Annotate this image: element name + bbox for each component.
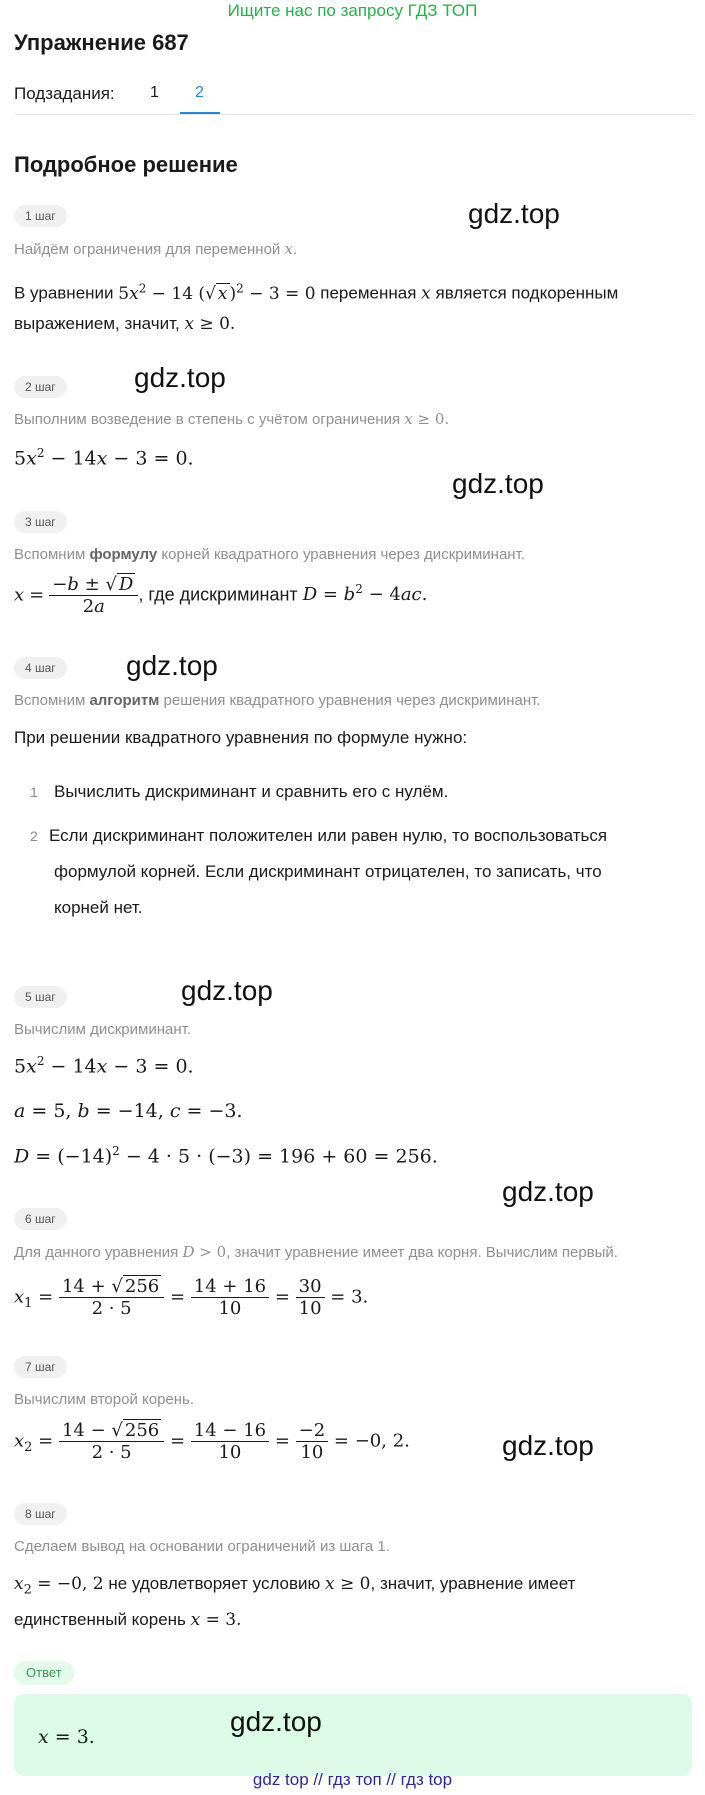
solution-title: Подробное решение [14, 152, 238, 177]
step-5-equation: $5x^2 - 14x - 3 = 0$. [14, 1054, 194, 1078]
watermark: gdz.top [134, 362, 226, 393]
list-item: Если дискриминант положителен или равен нулю, то воспользоваться [49, 826, 608, 845]
step-1-hint: Найдём ограничения для переменной x. [14, 240, 298, 258]
step-badge-5: 5 шаг [14, 986, 67, 1008]
watermark: gdz.top [126, 650, 218, 681]
subtasks-label: Подзадания: [14, 84, 115, 103]
step-5-hint: Вычислим дискриминант. [14, 1021, 191, 1038]
step-8-conclusion: единственный корень x = 3. [14, 1610, 242, 1630]
step-6-hint: Для данного уравнения D > 0, значит уравнение имеет два корня. Вычислим первый. [14, 1243, 618, 1261]
watermark: gdz.top [468, 198, 560, 229]
step-1-conclusion: выражением, значит, x ≥ 0. [14, 314, 236, 334]
list-item: корней нет. [54, 898, 143, 917]
step-badge-3: 3 шаг [14, 511, 67, 533]
watermark: gdz.top [452, 468, 544, 499]
watermark: gdz.top [502, 1430, 594, 1461]
step-5-coefficients: a = 5, b = −14, c = −3. [14, 1100, 243, 1122]
answer-badge: Ответ [14, 1661, 74, 1685]
step-8-hint: Сделаем вывод на основании ограничений из шага 1. [14, 1538, 390, 1555]
step-6-root: $x_1$ = $\frac{14 + √ 256}{2 \cdot 5}$ = $\frac{14 + 16}{10}$ = $\frac{30}{10}$ = 3. [14, 1276, 369, 1319]
step-1-text: В уравнении $5x^2 - 14$ (√ x )$^2$ − 3 = 0 переменная x является подкоренным [14, 281, 619, 304]
list-item-number: 1 [30, 784, 38, 800]
tabs-divider [14, 114, 692, 115]
step-2-equation: $5x^2 - 14x - 3 = 0$. [14, 446, 194, 470]
step-3-hint: Вспомним формулу корней квадратного уравнения через дискриминант. [14, 546, 525, 563]
step-7-root: $x_2$ = $\frac{14 - √ 256}{2 \cdot 5}$ = $\frac{14 - 16}{10}$ = $\frac{-2}{10}$ = −0, 2. [14, 1420, 410, 1463]
step-7-hint: Вычислим второй корень. [14, 1391, 195, 1408]
subtask-tab-1[interactable]: 1 [150, 84, 159, 101]
step-8-text: $x_2 = -0$, 2 не удовлетворяет условию x ≥ 0, значит, уравнение имеет [14, 1574, 576, 1598]
step-4-intro: При решении квадратного уравнения по формуле нужно: [14, 728, 468, 747]
step-badge-1: 1 шаг [14, 205, 67, 227]
step-4-hint: Вспомним алгоритм решения квадратного уравнения через дискриминант. [14, 692, 541, 709]
watermark: gdz.top [181, 975, 273, 1006]
answer-value: x = 3. [38, 1726, 95, 1748]
step-2-hint: Выполним возведение в степень с учётом ограничения x ≥ 0. [14, 410, 450, 428]
watermark: gdz.top [502, 1176, 594, 1207]
step-3-formula: x = $\frac{-b \pm √ D}{2a}$ , где дискриминант $D = b^2 - 4ac$. [14, 574, 428, 617]
step-badge-4: 4 шаг [14, 657, 67, 679]
list-item: Вычислить дискриминант и сравнить его с нулём. [54, 782, 449, 801]
answer-box [14, 1694, 692, 1776]
step-5-discriminant: $D = (-14)^2 - 4 \cdot 5 \cdot (-3) = 196 + 60 = 256$. [14, 1144, 438, 1168]
page-title: Упражнение 687 [14, 30, 189, 55]
active-tab-indicator [180, 112, 220, 114]
step-badge-7: 7 шаг [14, 1356, 67, 1378]
step-badge-8: 8 шаг [14, 1503, 67, 1525]
step-badge-6: 6 шаг [14, 1208, 67, 1230]
watermark: gdz.top [230, 1706, 322, 1737]
subtask-tab-2[interactable]: 2 [195, 84, 204, 101]
list-item: формулой корней. Если дискриминант отрицателен, то записать, что [54, 862, 602, 881]
list-item-number: 2 [30, 828, 38, 844]
footer-links[interactable]: gdz top // гдз топ // гдз top [252, 1770, 453, 1789]
step-badge-2: 2 шаг [14, 376, 67, 398]
top-search-link[interactable]: Ищите нас по запросу ГДЗ ТОП [227, 1, 478, 20]
